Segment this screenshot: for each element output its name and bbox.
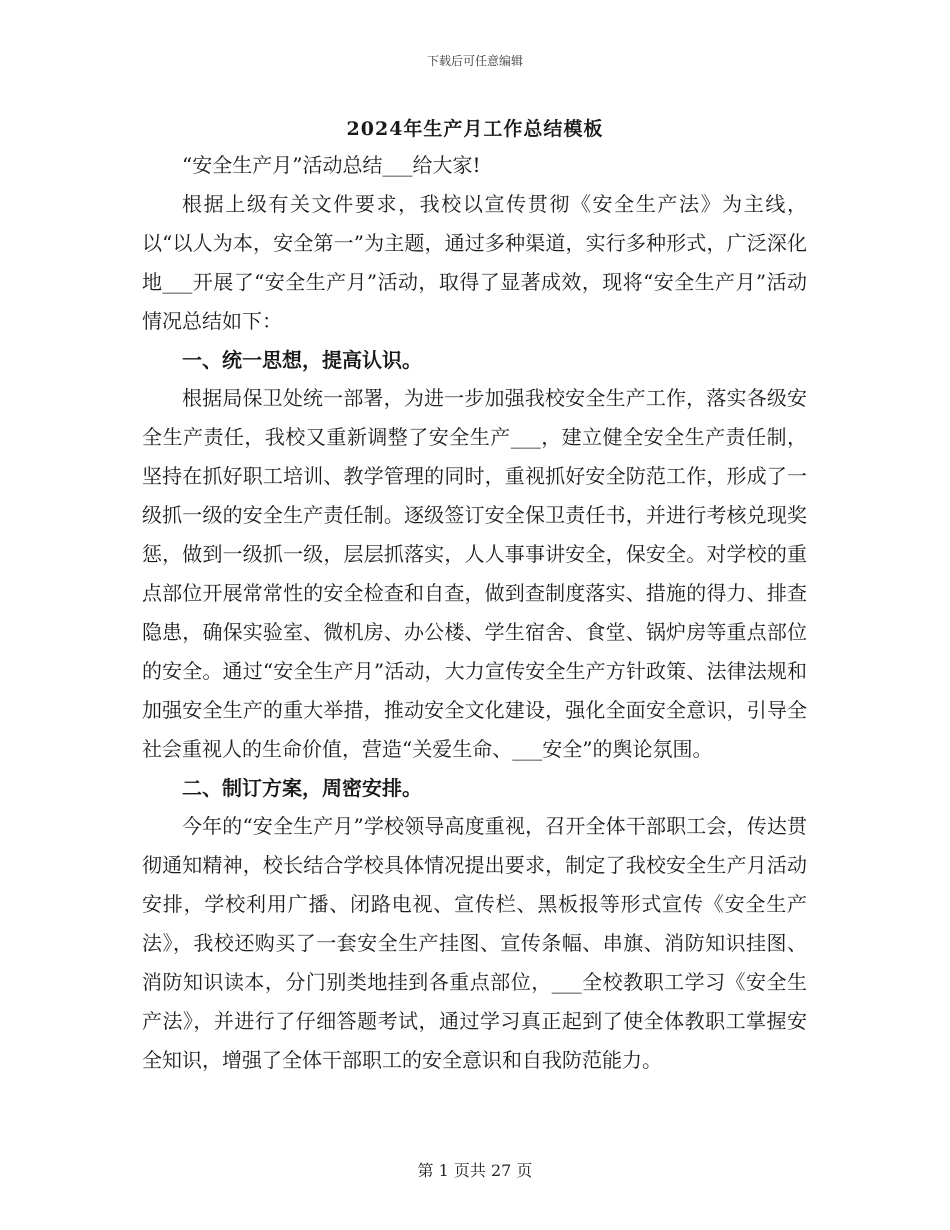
paragraph-3: 今年的“安全生产月”学校领导高度重视，召开全体干部职工会，传达贯彻通知精神，校长结合学校具体情况提出要求，制定了我校安全生产月活动安排，学校利用广播、闭路电视、宣传栏、黑板报等形式宣传《安全生产法》，我校还购买了一套安全生产挂图、宣传条幅、串旗、消防知识挂图、消防知识读本，分门别类地挂到各重点部位，___全校教职工学习《安全生产法》，并进行了仔细答题考试，通过学习真正起到了使全体教职工掌握安全知识，增强了全体干部职工的安全意识和自我防范能力。 bbox=[142, 814, 807, 1072]
paragraph-2: 根据局保卫处统一部署，为进一步加强我校安全生产工作，落实各级安全生产责任，我校又重新调整了安全生产___，建立健全安全生产责任制，坚持在抓好职工培训、教学管理的同时，重视抓好安全防范工作，形成了一级抓一级的安全生产责任制。逐级签订安全保卫责任书，并进行考核兑现奖惩，做到一级抓一级，层层抓落实，人人事事讲安全，保安全。对学校的重点部位开展常常性的安全检查和自查，做到查制度落实、措施的得力、排查隐患，确保实验室、微机房、办公楼、学生宿舍、食堂、锅炉房等重点部位的安全。通过“安全生产月”活动，大力宣传安全生产方针政策、法律法规和加强安全生产的重大举措，推动安全文化建设，强化全面安全意识，引导全社会重视人的生命价值，营造“关爱生命、___安全”的舆论氛围。 bbox=[142, 386, 807, 761]
document-body bbox=[142, 146, 807, 1080]
section-heading-1: 一、统一思想，提高认识。 bbox=[182, 347, 422, 372]
header-note: 下载后可任意编辑 bbox=[426, 54, 523, 68]
page-number: 第 1 页共 27 页 bbox=[417, 1161, 533, 1180]
section-heading-2: 二、制订方案，周密安排。 bbox=[182, 775, 422, 800]
document-title: 2024年生产月工作总结模板 bbox=[346, 118, 604, 140]
paragraph-1: 根据上级有关文件要求，我校以宣传贯彻《安全生产法》为主线，以“以人为本，安全第一”为主题，通过多种渠道，实行多种形式，广泛深化地___开展了“安全生产月”活动，取得了显著成效，现将“安全生产月”活动情况总结如下： bbox=[142, 191, 807, 333]
intro-paragraph: “安全生产月”活动总结___给大家! bbox=[182, 153, 481, 177]
